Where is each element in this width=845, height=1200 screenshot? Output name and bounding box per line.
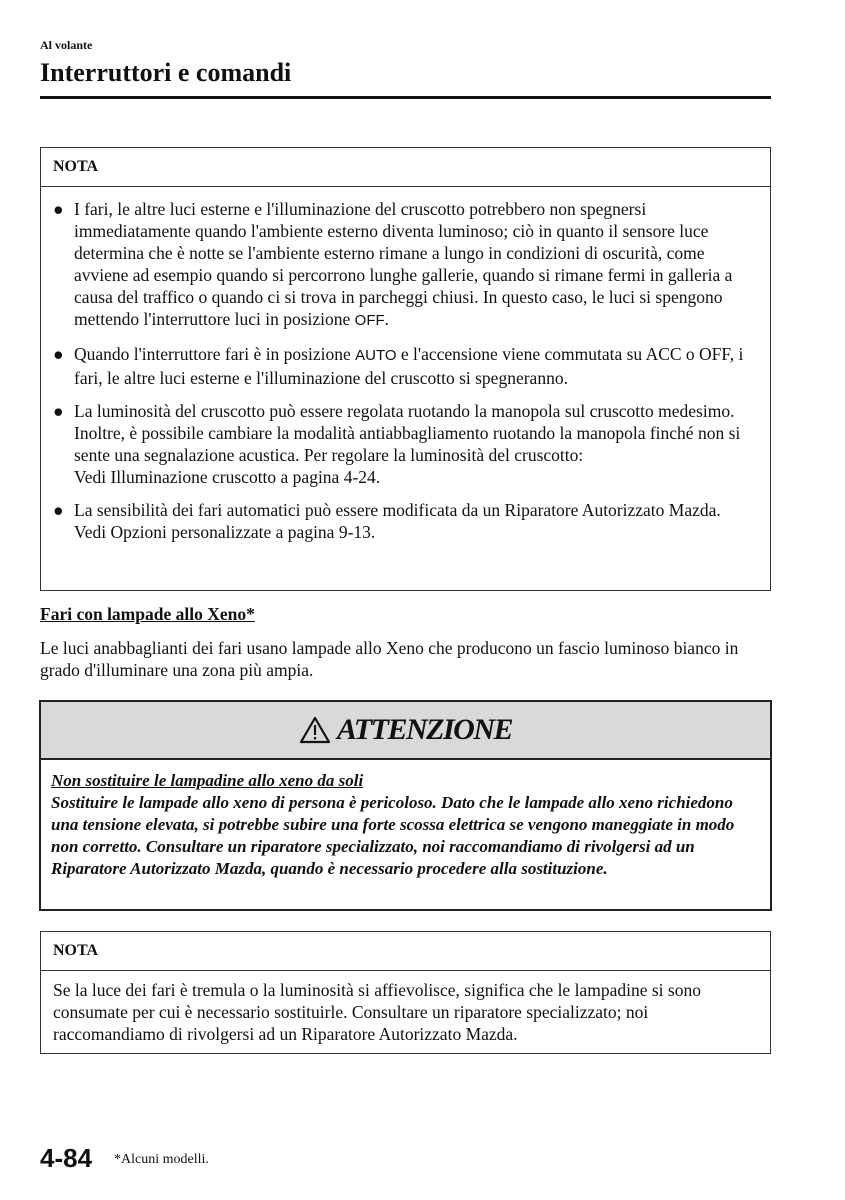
list-item-text: I fari, le altre luci esterne e l'illuminazione del cruscotto potrebbero non spegnersi immediatamente quando l'ambiente esterno diventa luminoso; ciò in quanto il sensore luce determina che è notte se l'ambiente esterno rimane a lungo in condizioni di oscurità, come avviene ad esempio quando si percorrono lunghe gallerie, quando si rimane fermi in galleria a causa del traffico o quando ci si trova in parcheggi chiusi. In questo caso, le luci si spengono mettendo l'interruttore luci in posizione — [74, 199, 733, 329]
subsection-body: Le luci anabbaglianti dei fari usano lampade allo Xeno che producono un fascio luminoso bianco in grado d'illuminare una zona più ampia. — [40, 638, 739, 680]
warning-triangle-icon — [299, 716, 331, 744]
list-item — [41, 198, 770, 332]
page-title: Interruttori e comandi — [40, 58, 292, 87]
warning-box — [39, 700, 772, 911]
footnote: *Alcuni modelli. — [114, 1152, 209, 1167]
note-heading: NOTA — [41, 148, 770, 187]
page-number: 4-84 — [40, 1143, 93, 1173]
page-reference: Vedi Illuminazione cruscotto a pagina 4-24. — [74, 467, 381, 487]
list-item — [41, 499, 770, 543]
warning-title: ATTENZIONE — [336, 713, 513, 746]
list-item-text: La sensibilità dei fari automatici può essere modificata da un Riparatore Autorizzato Mazda. — [74, 500, 721, 520]
page-reference: Vedi Opzioni personalizzate a pagina 9-13. — [74, 522, 376, 542]
bullet-icon: ● — [53, 344, 64, 364]
list-item-text: La luminosità del cruscotto può essere regolata ruotando la manopola sul cruscotto medesimo. Inoltre, è possibile cambiare la modalità antiabbagliamento ruotando la manopola finché non si sente una segnalazione acustica. Per regolare la luminosità del cruscotto: — [74, 401, 741, 465]
warning-subtitle: Non sostituire le lampadine allo xeno da soli — [51, 771, 364, 790]
bullet-icon: ● — [53, 401, 64, 421]
warning-header — [41, 702, 770, 760]
warning-text: Sostituire le lampade allo xeno di persona è pericoloso. Dato che le lampade allo xeno richiedono una tensione elevata, si potrebbe subire una forte scossa elettrica se vengono maneggiate in modo non corretto. Consultare un riparatore specializzato, noi raccomandiamo di rivolgersi ad un Riparatore Autorizzato Mazda, quando è necessario procedere alla sostituzione. — [51, 793, 735, 878]
note-list — [41, 187, 770, 543]
subsection-title: Fari con lampade allo Xeno* — [40, 604, 255, 624]
bullet-icon: ● — [53, 500, 64, 520]
note-box — [40, 931, 771, 1054]
note-box — [40, 147, 771, 591]
bullet-icon: ● — [53, 199, 64, 219]
note-body: Se la luce dei fari è tremula o la luminosità si affievolisce, significa che le lampadine si sono consumate per cui è necessario sostituirle. Consultare un riparatore specializzato; noi raccomandiamo di rivolgersi ad un Riparatore Autorizzato Mazda. — [53, 980, 701, 1044]
list-item-text: Quando l'interruttore fari è in posizione — [74, 344, 356, 364]
list-item-tail: . — [384, 309, 390, 329]
list-item — [41, 343, 770, 389]
note-heading: NOTA — [41, 932, 770, 971]
warning-body — [41, 760, 770, 880]
title-rule — [40, 96, 771, 99]
switch-label: AUTO — [355, 347, 397, 364]
list-item-tail: e l'accensione viene commutata su ACC o OFF, i fari, le altre luci esterne e l'illuminazione del cruscotto si spegneranno. — [74, 344, 744, 388]
list-item — [41, 400, 770, 488]
section-label: Al volante — [40, 38, 93, 52]
switch-label: OFF — [354, 312, 385, 329]
